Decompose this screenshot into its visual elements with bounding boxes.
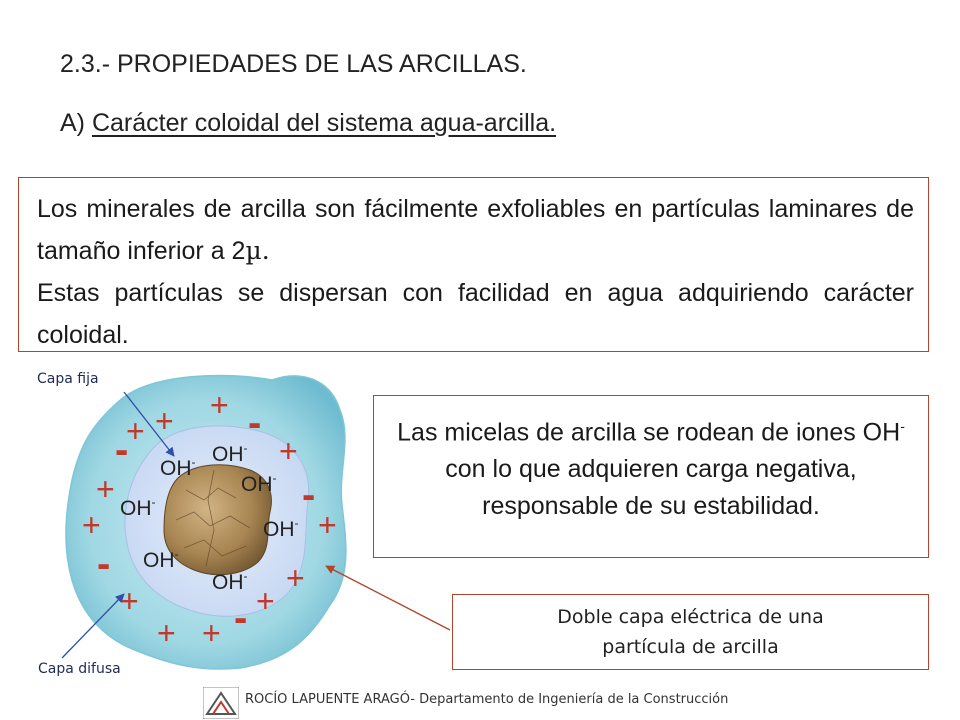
double-layer-caption-line-2: partícula de arcilla xyxy=(602,636,779,658)
minus-sign: - xyxy=(115,428,129,472)
micelas-textbox xyxy=(373,395,929,558)
oh-ion: OH- xyxy=(120,495,156,520)
double-layer-caption-box xyxy=(452,594,929,670)
oh-ion: OH- xyxy=(212,569,248,594)
plus-sign: + xyxy=(210,387,229,423)
plus-sign: + xyxy=(202,615,221,651)
plus-sign: + xyxy=(256,583,275,619)
slide-title: 2.3.- PROPIEDADES DE LAS ARCILLAS. xyxy=(60,50,527,78)
minus-sign: - xyxy=(97,542,111,586)
plus-sign: + xyxy=(279,433,298,469)
plus-sign: + xyxy=(286,560,305,596)
micelas-text-before: Las micelas de arcilla se rodean de iones OH xyxy=(397,418,901,447)
capa-fija-label: Capa fija xyxy=(37,371,99,387)
double-layer-caption-line-1: Doble capa eléctrica de una xyxy=(557,606,824,628)
minus-sign: - xyxy=(234,596,248,640)
university-logo-icon xyxy=(203,687,239,719)
plus-sign: + xyxy=(96,471,115,507)
intro-paragraph-1-text: Los minerales de arcilla son fácilmente exfoliables en partículas laminares de tamaño inferior a 2 xyxy=(37,195,914,265)
section-prefix: A) xyxy=(60,109,92,137)
plus-sign: + xyxy=(157,615,176,651)
oh-ion: OH- xyxy=(160,455,196,480)
plus-sign: + xyxy=(318,507,337,543)
micelas-superscript: - xyxy=(900,418,905,434)
plus-sign: + xyxy=(82,507,101,543)
footer-credit: ROCÍO LAPUENTE ARAGÓ- Departamento de Ingeniería de la Construcción xyxy=(245,692,729,707)
plus-sign: + xyxy=(126,413,145,449)
minus-sign: - xyxy=(302,473,316,517)
plus-sign: + xyxy=(120,583,139,619)
minus-sign: - xyxy=(248,401,262,445)
double-layer-arrow xyxy=(326,566,450,630)
plus-sign: + xyxy=(155,403,174,439)
capa-difusa-label: Capa difusa xyxy=(38,661,121,677)
micelas-text-after: con lo que adquieren carga negativa, responsable de su estabilidad. xyxy=(445,455,857,521)
section-heading-underlined: Carácter coloidal del sistema agua-arcilla. xyxy=(91,109,557,137)
oh-ion: OH- xyxy=(263,516,299,541)
intro-paragraph-2: Estas partículas se dispersan con facilidad en agua adquiriendo carácter coloidal. xyxy=(37,279,914,349)
micron-unit: µ. xyxy=(245,236,270,265)
oh-ion: OH- xyxy=(143,547,179,572)
oh-ion: OH- xyxy=(241,471,277,496)
oh-ion: OH- xyxy=(212,441,248,466)
